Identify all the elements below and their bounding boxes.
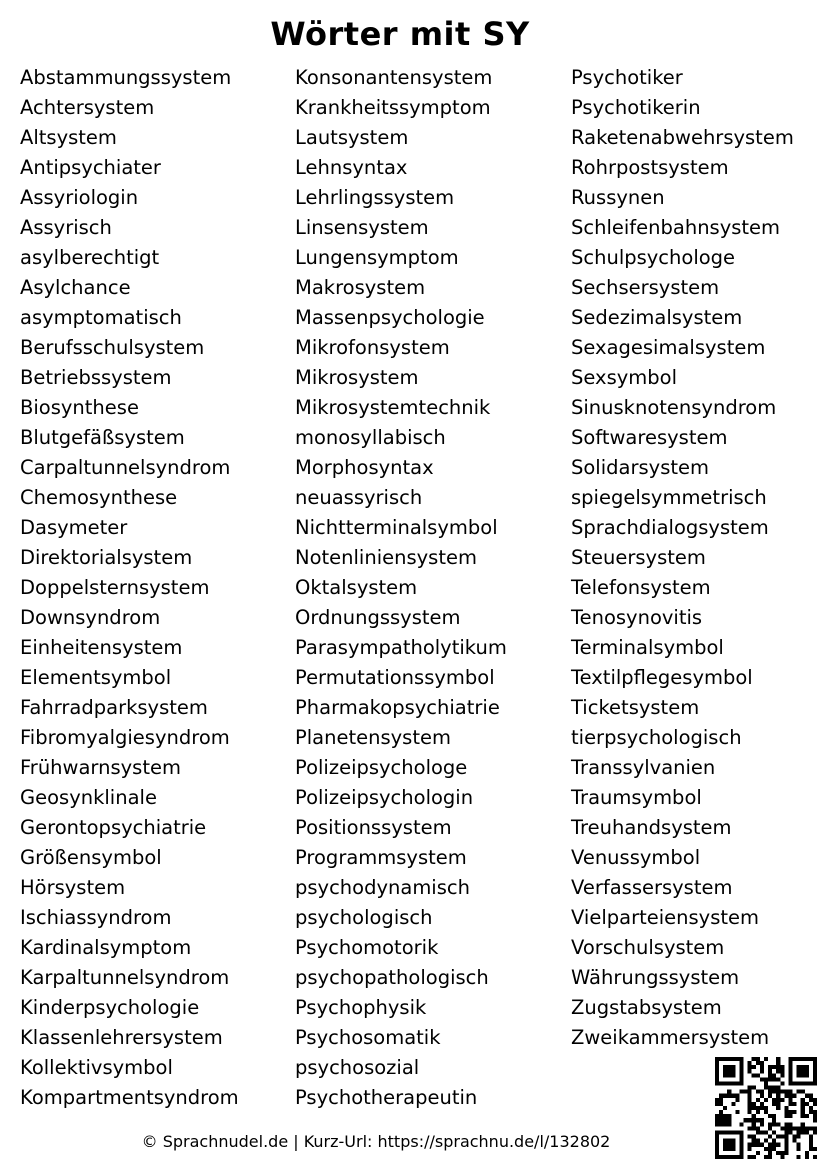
word-item: Kardinalsymptom (20, 936, 192, 959)
word-item: Geosynklinale (20, 786, 157, 809)
word-item: Pharmakopsychiatrie (295, 696, 500, 719)
word-item: Psychotherapeutin (295, 1086, 478, 1109)
word-item: Lungensymptom (295, 246, 459, 269)
word-column-2 (295, 63, 507, 1113)
word-item: Doppelsternsystem (20, 576, 210, 599)
word-item: Altsystem (20, 126, 117, 149)
word-item: Biosynthese (20, 396, 139, 419)
word-item: Tenosynovitis (571, 606, 703, 629)
word-item: Kinderpsychologie (20, 996, 200, 1019)
word-item: Morphosyntax (295, 456, 434, 479)
word-item: monosyllabisch (295, 426, 446, 449)
word-item: Telefonsystem (571, 576, 711, 599)
word-item: Sexsymbol (571, 366, 677, 389)
word-item: Antipsychiater (20, 156, 161, 179)
word-column-1 (20, 63, 239, 1113)
word-item: Solidarsystem (571, 456, 709, 479)
word-item: Sprachdialogsystem (571, 516, 769, 539)
word-item: psychosozial (295, 1056, 420, 1079)
word-item: Lehrlingssystem (295, 186, 455, 209)
word-item: Zweikammersystem (571, 1026, 770, 1049)
word-item: Nichtterminalsymbol (295, 516, 498, 539)
word-item: Permutationssymbol (295, 666, 495, 689)
word-item: Polizeipsychologin (295, 786, 474, 809)
word-item: Einheitensystem (20, 636, 183, 659)
word-item: Fahrradparksystem (20, 696, 208, 719)
word-item: Frühwarnsystem (20, 756, 181, 779)
word-item: Terminalsymbol (571, 636, 724, 659)
word-item: Asylchance (20, 276, 131, 299)
word-item: Kollektivsymbol (20, 1056, 173, 1079)
word-item: Sechsersystem (571, 276, 720, 299)
word-item: Rohrpostsystem (571, 156, 729, 179)
word-item: spiegelsymmetrisch (571, 486, 767, 509)
word-item: Ticketsystem (571, 696, 700, 719)
word-item: tierpsychologisch (571, 726, 742, 749)
word-item: Abstammungssystem (20, 66, 232, 89)
word-item: Schleifenbahnsystem (571, 216, 781, 239)
word-item: Psychophysik (295, 996, 427, 1019)
word-item: Ordnungssystem (295, 606, 461, 629)
word-item: Ischiassyndrom (20, 906, 172, 929)
word-item: Mikrosystemtechnik (295, 396, 491, 419)
word-item: Downsyndrom (20, 606, 161, 629)
word-item: Blutgefäßsystem (20, 426, 185, 449)
word-item: Textilpflegesymbol (571, 666, 753, 689)
word-item: Linsensystem (295, 216, 429, 239)
word-item: Traumsymbol (571, 786, 702, 809)
word-item: Berufsschulsystem (20, 336, 205, 359)
word-item: asylberechtigt (20, 246, 160, 269)
word-item: Planetensystem (295, 726, 451, 749)
word-item: Gerontopsychiatrie (20, 816, 207, 839)
word-item: Parasympatholytikum (295, 636, 507, 659)
word-item: Vielparteiensystem (571, 906, 760, 929)
word-item: Lautsystem (295, 126, 409, 149)
word-item: Psychotiker (571, 66, 683, 89)
word-item: Konsonantensystem (295, 66, 493, 89)
word-item: Karpaltunnelsyndrom (20, 966, 230, 989)
word-item: Mikrofonsystem (295, 336, 450, 359)
word-item: Oktalsystem (295, 576, 418, 599)
word-item: Psychomotorik (295, 936, 439, 959)
word-item: Russynen (571, 186, 665, 209)
word-item: Psychotikerin (571, 96, 701, 119)
word-item: Venussymbol (571, 846, 701, 869)
word-item: Klassenlehrersystem (20, 1026, 223, 1049)
word-item: psychodynamisch (295, 876, 470, 899)
page-title: Wörter mit SY (270, 15, 530, 53)
word-item: Hörsystem (20, 876, 126, 899)
word-item: Makrosystem (295, 276, 426, 299)
word-item: Elementsymbol (20, 666, 172, 689)
word-item: psychopathologisch (295, 966, 489, 989)
word-item: Notenliniensystem (295, 546, 477, 569)
word-item: Betriebssystem (20, 366, 172, 389)
word-item: Sedezimalsystem (571, 306, 743, 329)
word-item: Programmsystem (295, 846, 467, 869)
word-item: psychologisch (295, 906, 433, 929)
word-item: Psychosomatik (295, 1026, 441, 1049)
word-item: Kompartmentsyndrom (20, 1086, 239, 1109)
qr-code-icon (715, 1057, 817, 1159)
word-item: Größensymbol (20, 846, 162, 869)
word-item: Mikrosystem (295, 366, 419, 389)
word-item: Treuhandsystem (571, 816, 732, 839)
word-item: Steuersystem (571, 546, 706, 569)
word-item: asymptomatisch (20, 306, 182, 329)
word-item: Direktorialsystem (20, 546, 193, 569)
word-item: Assyrisch (20, 216, 112, 239)
word-item: Carpaltunnelsyndrom (20, 456, 231, 479)
word-item: Dasymeter (20, 516, 128, 539)
word-item: Krankheitssymptom (295, 96, 491, 119)
word-item: neuassyrisch (295, 486, 423, 509)
word-item: Vorschulsystem (571, 936, 725, 959)
word-item: Transsylvanien (571, 756, 716, 779)
word-item: Lehnsyntax (295, 156, 408, 179)
word-item: Raketenabwehrsystem (571, 126, 794, 149)
footer-credit: © Sprachnudel.de | Kurz-Url: https://sprachnu.de/l/132802 (141, 1132, 611, 1151)
word-item: Währungssystem (571, 966, 740, 989)
word-item: Sinusknotensyndrom (571, 396, 777, 419)
word-item: Fibromyalgiesyndrom (20, 726, 230, 749)
word-item: Achtersystem (20, 96, 155, 119)
word-item: Chemosynthese (20, 486, 178, 509)
word-item: Massenpsychologie (295, 306, 485, 329)
word-item: Verfassersystem (571, 876, 733, 899)
word-item: Polizeipsychologe (295, 756, 468, 779)
word-item: Positionssystem (295, 816, 452, 839)
word-item: Sexagesimalsystem (571, 336, 766, 359)
word-item: Assyriologin (20, 186, 139, 209)
word-item: Softwaresystem (571, 426, 728, 449)
word-item: Schulpsychologe (571, 246, 736, 269)
word-item: Zugstabsystem (571, 996, 722, 1019)
word-column-3 (571, 63, 794, 1053)
